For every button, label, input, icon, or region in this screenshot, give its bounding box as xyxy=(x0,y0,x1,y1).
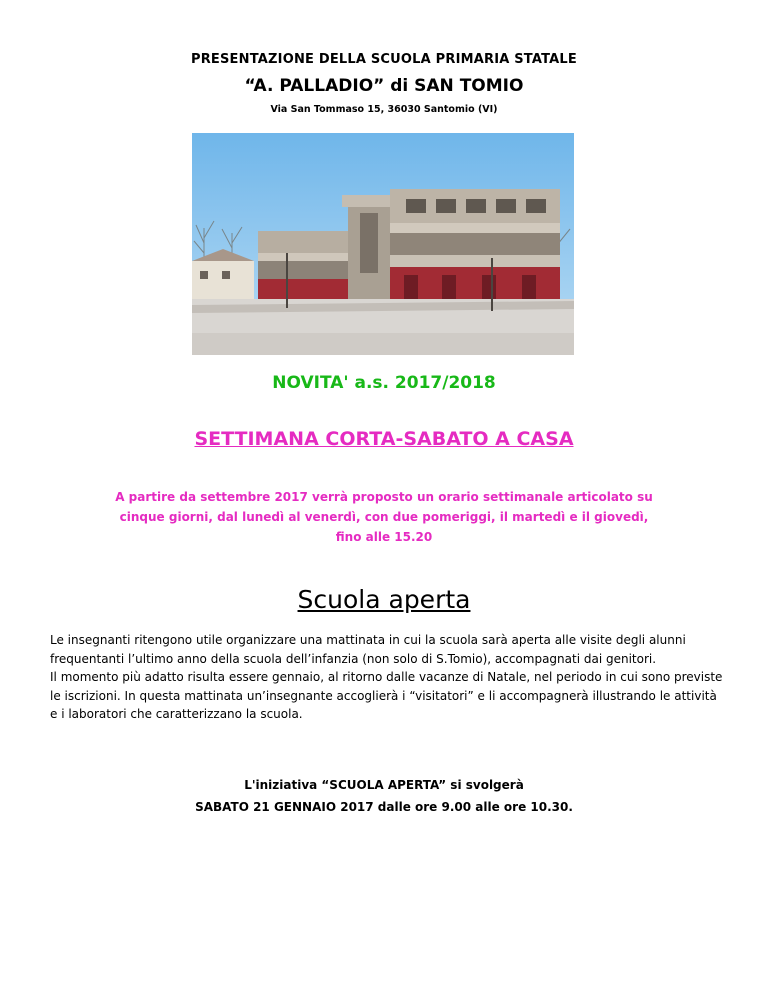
novita-heading: NOVITA' a.s. 2017/2018 xyxy=(272,373,496,393)
settimana-corta-heading: SETTIMANA CORTA-SABATO A CASA xyxy=(194,428,574,450)
school-address: Via San Tommaso 15, 36030 Santomio (VI) xyxy=(270,104,498,115)
school-type-heading: PRESENTAZIONE DELLA SCUOLA PRIMARIA STATALE xyxy=(190,52,578,67)
event-line: L'iniziativa “SCUOLA APERTA” si svolgerà xyxy=(244,778,524,792)
school-name-heading: “A. PALLADIO” di SAN TOMIO xyxy=(244,76,524,96)
event-announcement xyxy=(0,774,768,818)
scuola-aperta-heading: Scuola aperta xyxy=(297,585,471,614)
scuola-aperta-body xyxy=(50,631,726,724)
schedule-proposal-text xyxy=(40,487,728,547)
paragraph: Il momento più adatto risulta essere gennaio, al ritorno dalle vacanze di Natale, nel periodo in cui sono previste le iscrizioni. In questa mattinata un’insegnante accoglierà i “visitatori” e li accompagnerà illustrando le attività e i laboratori che caratterizzano la scuola. xyxy=(50,670,723,721)
schedule-line: cinque giorni, dal lunedì al venerdì, con due pomeriggi, il martedì e il giovedì, xyxy=(119,510,649,524)
event-date-line: SABATO 21 GENNAIO 2017 dalle ore 9.00 alle ore 10.30. xyxy=(195,800,573,814)
paragraph: Le insegnanti ritengono utile organizzare una mattinata in cui la scuola sarà aperta alle visite degli alunni frequentanti l’ultimo anno della scuola dell’infanzia (non solo di S.Tomio), accompagnati dai genitori. xyxy=(50,633,686,666)
schedule-line: A partire da settembre 2017 verrà proposto un orario settimanale articolato su xyxy=(115,490,653,504)
schedule-line: fino alle 15.20 xyxy=(335,530,433,544)
school-building-photo xyxy=(192,133,574,355)
